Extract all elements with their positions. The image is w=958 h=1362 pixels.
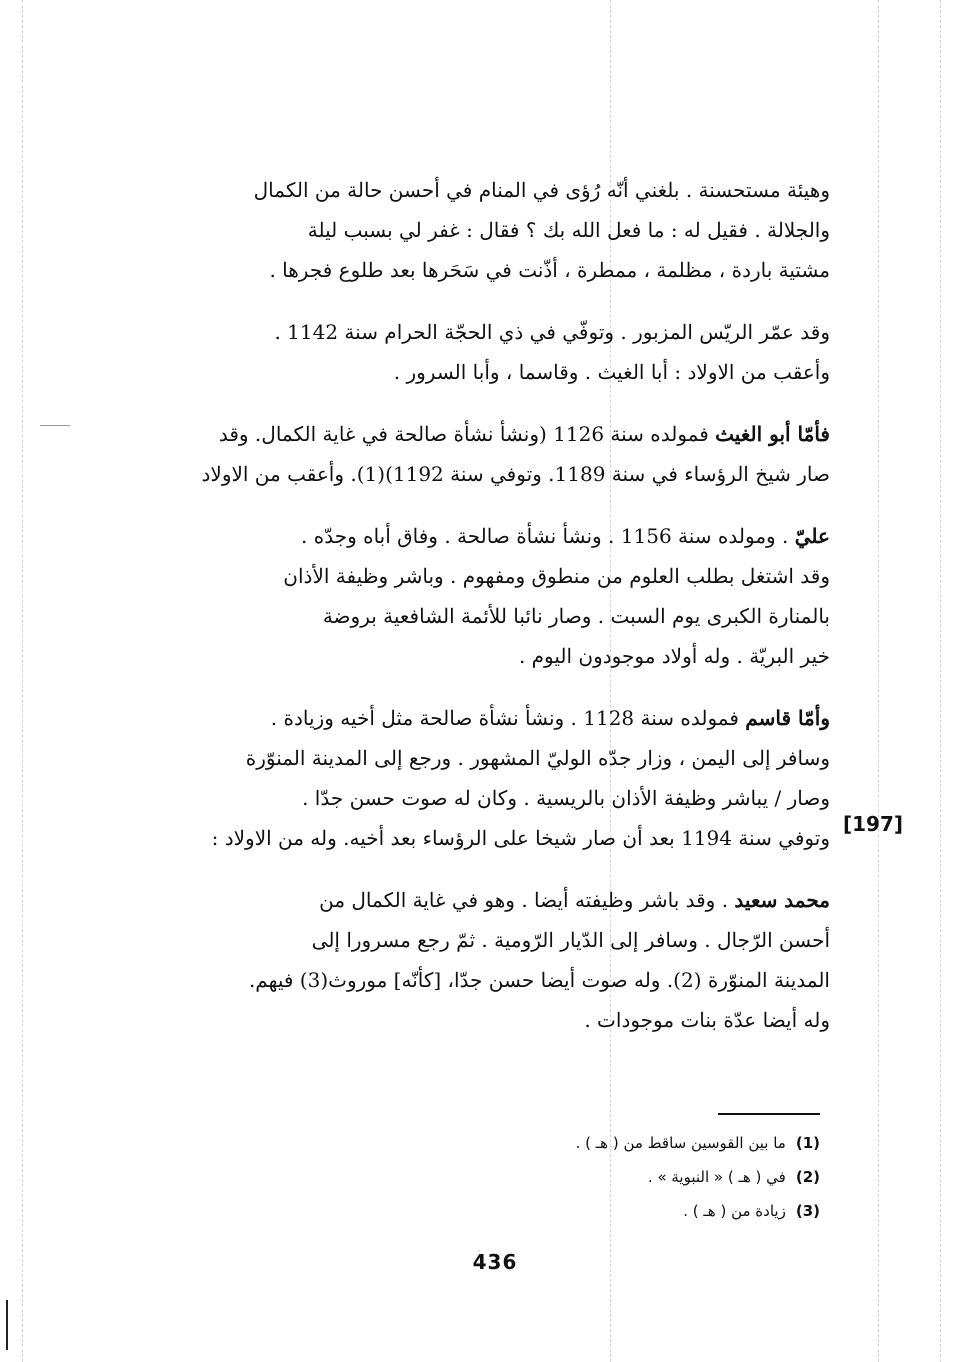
text-line: والجلالة . فقيل له : ما فعل الله بك ؟ فقال : غفر لي بسبب ليلة — [307, 218, 830, 242]
footnote — [400, 1194, 820, 1228]
scan-artifact-line — [878, 0, 879, 1362]
margin-page-reference: [197] — [843, 812, 904, 836]
text-line: وتوفي سنة 1194 بعد أن صار شيخا على الرؤساء بعد أخيه. وله من الاولاد : — [211, 826, 830, 850]
text-fragment: . وقد باشر وظيفته أيضا . وهو في غاية الكمال من — [319, 888, 735, 912]
text-line: صار شيخ الرؤساء في سنة 1189. وتوفي سنة 1192)(1). وأعقب من الاولاد — [201, 462, 830, 486]
scan-artifact-line — [940, 0, 941, 1362]
text-line — [140, 880, 830, 920]
text-line: وقد اشتغل بطلب العلوم من منطوق ومفهوم . وباشر وظيفة الأذان — [283, 564, 830, 588]
text-fragment: فمولده سنة 1126 (ونشأ نشأة صالحة في غاية الكمال. وقد — [218, 422, 716, 446]
footnote-text: ما بين القوسين ساقط من ( هـ ) . — [575, 1134, 786, 1152]
text-line: وقد عمّر الريّس المزبور . وتوفّي في ذي الحجّة الحرام سنة 1142 . — [274, 320, 830, 344]
text-line: وهيئة مستحسنة . بلغني أنّه رُؤى في المنام في أحسن حالة من الكمال — [253, 178, 830, 202]
footnote-number: (2) — [795, 1168, 820, 1186]
footnote — [400, 1126, 820, 1160]
name-heading: وأمّا قاسم — [745, 706, 830, 730]
footnote-number: (1) — [795, 1134, 820, 1152]
main-text — [140, 170, 830, 1062]
footnotes — [400, 1126, 820, 1228]
paragraph — [140, 170, 830, 290]
text-line — [140, 698, 830, 738]
name-heading: عليّ — [794, 524, 830, 548]
text-line — [140, 516, 830, 556]
footnote-number: (3) — [795, 1202, 820, 1220]
footnote-text: زيادة من ( هـ ) . — [683, 1202, 786, 1220]
footnote-text: في ( هـ ) « النبوية » . — [647, 1168, 786, 1186]
text-line: وسافر إلى اليمن ، وزار جدّه الوليّ المشهور . ورجع إلى المدينة المنوّرة — [245, 746, 830, 770]
footnote — [400, 1160, 820, 1194]
text-line: أحسن الرّجال . وسافر إلى الدّيار الرّومية . ثمّ رجع مسرورا إلى — [311, 928, 830, 952]
scan-artifact-dash — [40, 425, 70, 426]
text-fragment: فمولده سنة 1128 . ونشأ نشأة صالحة مثل أخيه وزيادة . — [270, 706, 746, 730]
paragraph — [140, 516, 830, 676]
text-line: وصار / يباشر وظيفة الأذان بالريسية . وكان له صوت حسن جدّا . — [302, 786, 830, 810]
text-line: وأعقب من الاولاد : أبا الغيث . وقاسما ، وأبا السرور . — [393, 360, 830, 384]
text-line: وله أيضا عدّة بنات موجودات . — [584, 1008, 830, 1032]
text-line: خير البريّة . وله أولاد موجودون اليوم . — [518, 644, 830, 668]
text-fragment: . ومولده سنة 1156 . ونشأ نشأة صالحة . وفاق أباه وجدّه . — [301, 524, 795, 548]
scan-artifact-edge — [6, 1300, 8, 1350]
text-line: المدينة المنوّرة (2). وله صوت أيضا حسن جدّا، [كأنّه] موروث(3) فيهم. — [248, 968, 830, 992]
footnote-separator — [718, 1113, 820, 1115]
text-line: مشتية باردة ، مظلمة ، ممطرة ، أذّنت في سَحَرها بعد طلوع فجرها . — [269, 258, 830, 282]
page-number: 436 — [472, 1250, 518, 1274]
name-heading: محمد سعيد — [734, 888, 830, 912]
paragraph — [140, 698, 830, 858]
name-heading: فأمّا أبو الغيث — [715, 422, 830, 446]
text-line — [140, 414, 830, 454]
scan-artifact-line — [22, 0, 23, 1362]
paragraph — [140, 312, 830, 392]
paragraph — [140, 414, 830, 494]
paragraph — [140, 880, 830, 1040]
text-line: بالمنارة الكبرى يوم السبت . وصار نائبا للأئمة الشافعية بروضة — [322, 604, 830, 628]
